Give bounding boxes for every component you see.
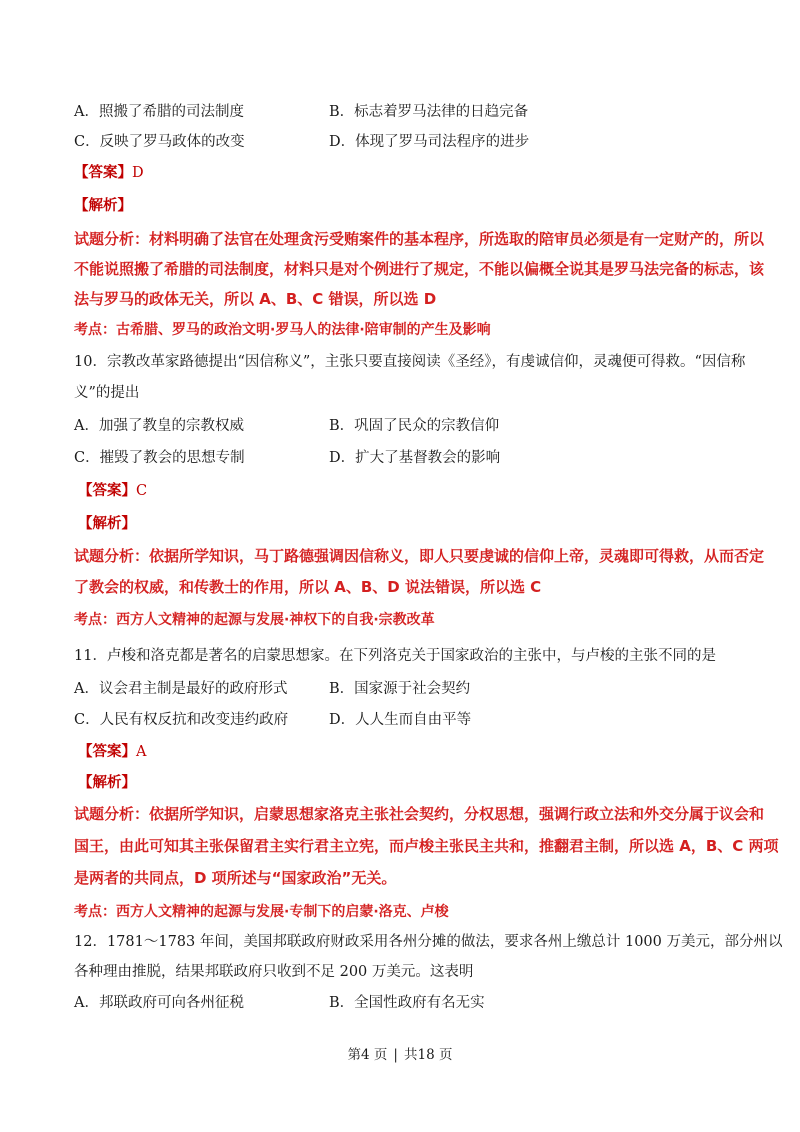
page-number: 第4 页 [347,1047,388,1063]
analysis-tag: 【解析】 [78,774,136,791]
q9-answer [74,163,144,183]
q10-analysis-line: 了教会的权威，和传教士的作用，所以 A、B、D 说法错误，所以选 C [74,578,542,596]
q10-analysis-heading [78,514,136,534]
q9-option-b: B．标志着罗马法律的日趋完备 [329,104,529,120]
q12-option-a: A．邦联政府可向各州征税 [74,995,244,1011]
answer-tag: 【答案】 [78,482,136,499]
answer-tag: 【答案】 [78,743,136,760]
q10-analysis-line: 试题分析：依据所学知识，马丁路德强调因信称义，即人只要虔诚的信仰上帝，灵魂即可得救，从而否定 [74,547,765,565]
q11-option-c: C．人民有权反抗和改变违约政府 [74,712,289,728]
q10-option-d: D．扩大了基督教会的影响 [329,450,501,466]
q10-option-a: A．加强了教皇的宗教权威 [74,418,244,434]
q9-option-d: D．体现了罗马司法程序的进步 [329,134,530,150]
q11-stem-line: 11．卢梭和洛克都是著名的启蒙思想家。在下列洛克关于国家政治的主张中，与卢梭的主张不同的是 [74,648,716,664]
answer-value: D [132,165,144,181]
q11-analysis-heading [78,773,136,793]
footer-separator: | [393,1047,398,1063]
analysis-tag: 【解析】 [74,197,132,214]
q11-analysis-line: 试题分析：依据所学知识，启蒙思想家洛克主张社会契约，分权思想，强调行政立法和外交分属于议会和 [74,805,765,823]
q11-option-d: D．人人生而自由平等 [329,712,472,728]
q10-stem-line: 义”的提出 [74,385,140,401]
q12-stem-line: 各种理由推脱，结果邦联政府只收到不足 200 万美元。这表明 [74,964,474,980]
answer-value: C [136,483,148,499]
answer-value: A [136,744,147,760]
q10-stem-line: 10．宗教改革家路德提出“因信称义”，主张只要直接阅读《圣经》，有虔诚信仰，灵魂便可得救。“因信称 [74,354,746,370]
q9-kaodian: 考点：古希腊、罗马的政治文明·罗马人的法律·陪审制的产生及影响 [74,322,491,338]
page-footer [0,1043,800,1063]
q11-analysis-line: 是两者的共同点，D 项所述与“国家政治”无关。 [74,869,397,887]
q9-option-c: C．反映了罗马政体的改变 [74,134,245,150]
analysis-tag: 【解析】 [78,515,136,532]
q11-kaodian: 考点：西方人文精神的起源与发展·专制下的启蒙·洛克、卢梭 [74,904,449,920]
q11-option-b: B．国家源于社会契约 [329,681,471,697]
page-total: 共18 页 [403,1047,453,1063]
q10-option-c: C．摧毁了教会的思想专制 [74,450,245,466]
q11-option-a: A．议会君主制是最好的政府形式 [74,681,288,697]
q10-kaodian: 考点：西方人文精神的起源与发展·神权下的自我·宗教改革 [74,612,435,628]
q12-stem-line: 12．1781～1783 年间，美国邦联政府财政采用各州分摊的做法，要求各州上缴总计 1000 万美元，部分州以 [74,934,783,950]
q12-option-b: B．全国性政府有名无实 [329,995,485,1011]
q10-answer [78,481,147,501]
q11-analysis-line: 国王，由此可知其主张保留君主实行君主立宪，而卢梭主张民主共和，推翻君主制，所以选 A，B、C 两项 [74,837,779,855]
q9-analysis-heading [74,196,132,216]
q9-option-a: A．照搬了希腊的司法制度 [74,104,244,120]
q9-analysis-line: 法与罗马的政体无关，所以 A、B、C 错误，所以选 D [74,290,437,308]
answer-tag: 【答案】 [74,164,132,181]
q10-option-b: B．巩固了民众的宗教信仰 [329,418,500,434]
q9-analysis-line: 试题分析：材料明确了法官在处理贪污受贿案件的基本程序，所选取的陪审员必须是有一定财产的，所以 [74,230,765,248]
q9-analysis-line: 不能说照搬了希腊的司法制度，材料只是对个例进行了规定，不能以偏概全说其是罗马法完备的标志，该 [74,260,765,278]
q11-answer [78,742,146,762]
